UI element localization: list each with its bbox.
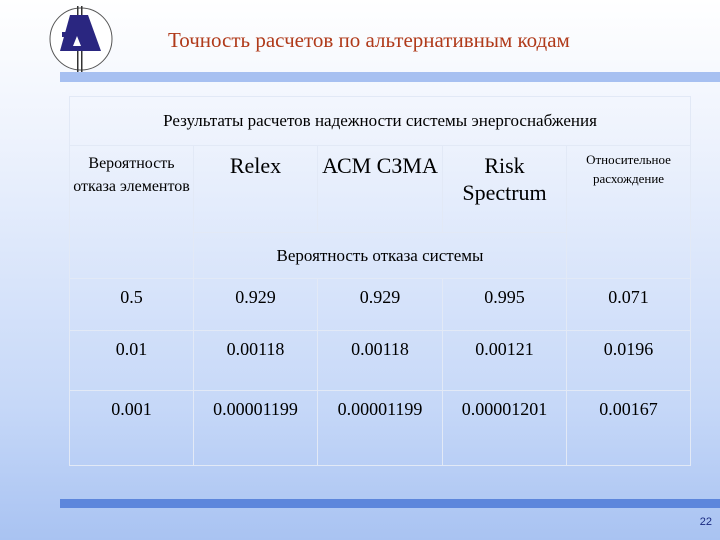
- cell: 0.00118: [318, 331, 443, 391]
- cell: 0.00001199: [194, 391, 318, 466]
- cell: 0.995: [443, 279, 567, 331]
- cell: 0.00121: [443, 331, 567, 391]
- page-number: 22: [699, 516, 712, 528]
- cell: 0.5: [70, 279, 194, 331]
- cell: 0.00001201: [443, 391, 567, 466]
- cell: 0.00001199: [318, 391, 443, 466]
- cell: 0.929: [318, 279, 443, 331]
- cell: 0.00167: [567, 391, 691, 466]
- cell: 0.071: [567, 279, 691, 331]
- organization-logo: [48, 6, 114, 72]
- table-row: [70, 391, 691, 466]
- cell: 0.001: [70, 391, 194, 466]
- slide-title: Точность расчетов по альтернативным кодам: [168, 28, 570, 52]
- cell: 0.929: [194, 279, 318, 331]
- header-element-probability: Вероятность отказа элементов: [70, 146, 194, 279]
- results-table: [69, 96, 691, 466]
- subheader-system-probability: Вероятность отказа системы: [194, 233, 567, 279]
- cell: 0.00118: [194, 331, 318, 391]
- cell: 0.01: [70, 331, 194, 391]
- header-acm: АСМ СЗМА: [318, 146, 443, 233]
- header-relative-difference: Относительное расхождение: [567, 146, 691, 279]
- header-risk-spectrum: Risk Spectrum: [443, 146, 567, 233]
- header-relex: Relex: [194, 146, 318, 233]
- table-row: [70, 279, 691, 331]
- header-bar: [60, 72, 720, 82]
- footer-bar: [60, 499, 720, 508]
- table-caption: Результаты расчетов надежности системы энергоснабжения: [70, 97, 691, 146]
- table-row: [70, 331, 691, 391]
- cell: 0.0196: [567, 331, 691, 391]
